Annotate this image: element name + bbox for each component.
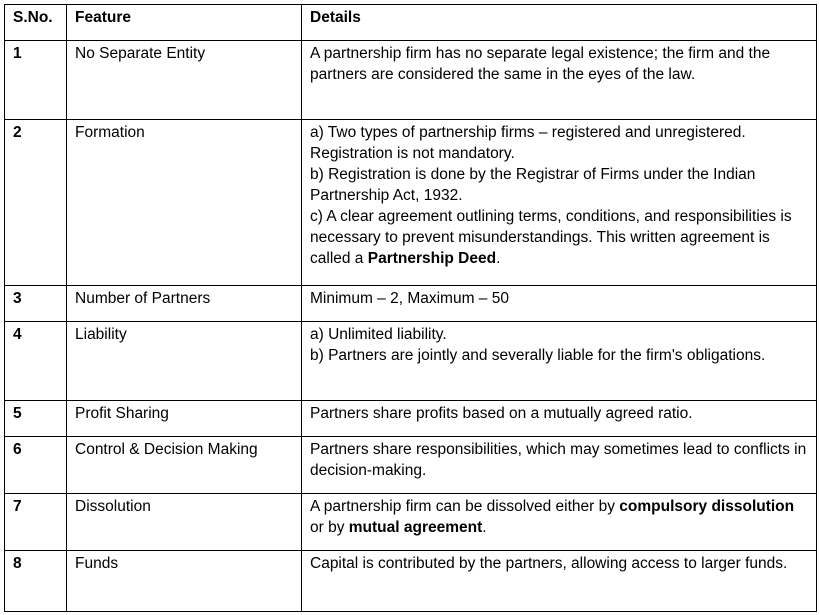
row-details bbox=[302, 551, 817, 612]
table-row bbox=[5, 494, 817, 551]
row-sno: 1 bbox=[5, 41, 67, 120]
details-line: Minimum – 2, Maximum – 50 bbox=[310, 290, 509, 307]
row-feature: Dissolution bbox=[67, 494, 302, 551]
details-bold-text: Partnership Deed bbox=[367, 250, 497, 267]
details-bold-text: mutual agreement bbox=[348, 519, 483, 536]
row-details bbox=[302, 322, 817, 401]
row-feature: Liability bbox=[67, 322, 302, 401]
header-feature: Feature bbox=[67, 5, 302, 41]
details-bold-text: compulsory dissolution bbox=[619, 498, 795, 515]
row-feature: No Separate Entity bbox=[67, 41, 302, 120]
row-details bbox=[302, 120, 817, 286]
row-feature: Funds bbox=[67, 551, 302, 612]
table-row bbox=[5, 120, 817, 286]
details-line: b) Registration is done by the Registrar of Firms under the Indian Partnership Act, 1932. bbox=[310, 166, 756, 204]
details-line bbox=[310, 206, 810, 269]
row-feature: Formation bbox=[67, 120, 302, 286]
details-line: a) Two types of partnership firms – registered and unregistered. Registration is not mandatory. bbox=[310, 124, 746, 162]
row-sno: 7 bbox=[5, 494, 67, 551]
details-line bbox=[310, 496, 810, 538]
row-feature: Number of Partners bbox=[67, 286, 302, 322]
table-header-row bbox=[5, 5, 817, 41]
details-line: Partners share responsibilities, which may sometimes lead to conflicts in decision-making. bbox=[310, 441, 807, 479]
row-sno: 4 bbox=[5, 322, 67, 401]
details-text: A partnership firm can be dissolved either by bbox=[310, 498, 620, 515]
row-details bbox=[302, 286, 817, 322]
row-sno: 2 bbox=[5, 120, 67, 286]
details-text: . bbox=[482, 519, 487, 536]
details-line: A partnership firm has no separate legal existence; the firm and the partners are considered the same in the eyes of the law. bbox=[310, 45, 771, 83]
details-text: or by bbox=[310, 519, 349, 536]
details-line: a) Unlimited liability. bbox=[310, 326, 447, 343]
details-line: Partners share profits based on a mutually agreed ratio. bbox=[310, 405, 693, 422]
table-row bbox=[5, 322, 817, 401]
row-sno: 3 bbox=[5, 286, 67, 322]
table-row bbox=[5, 437, 817, 494]
row-details bbox=[302, 437, 817, 494]
row-feature: Control & Decision Making bbox=[67, 437, 302, 494]
row-sno: 5 bbox=[5, 401, 67, 437]
table-row bbox=[5, 41, 817, 120]
row-details bbox=[302, 401, 817, 437]
row-sno: 6 bbox=[5, 437, 67, 494]
row-feature: Profit Sharing bbox=[67, 401, 302, 437]
row-details bbox=[302, 41, 817, 120]
table-row bbox=[5, 551, 817, 612]
details-text: . bbox=[496, 250, 501, 267]
details-text: c) A clear agreement outlining terms, conditions, and responsibilities is necessary to prevent misunderstandings. This written agreement is called a bbox=[310, 208, 792, 267]
details-line: b) Partners are jointly and severally liable for the firm's obligations. bbox=[310, 347, 766, 364]
table-row bbox=[5, 401, 817, 437]
row-details bbox=[302, 494, 817, 551]
header-details: Details bbox=[302, 5, 817, 41]
row-sno: 8 bbox=[5, 551, 67, 612]
details-line: Capital is contributed by the partners, allowing access to larger funds. bbox=[310, 555, 788, 572]
partnership-features-table bbox=[4, 4, 817, 612]
table-row bbox=[5, 286, 817, 322]
header-sno: S.No. bbox=[5, 5, 67, 41]
